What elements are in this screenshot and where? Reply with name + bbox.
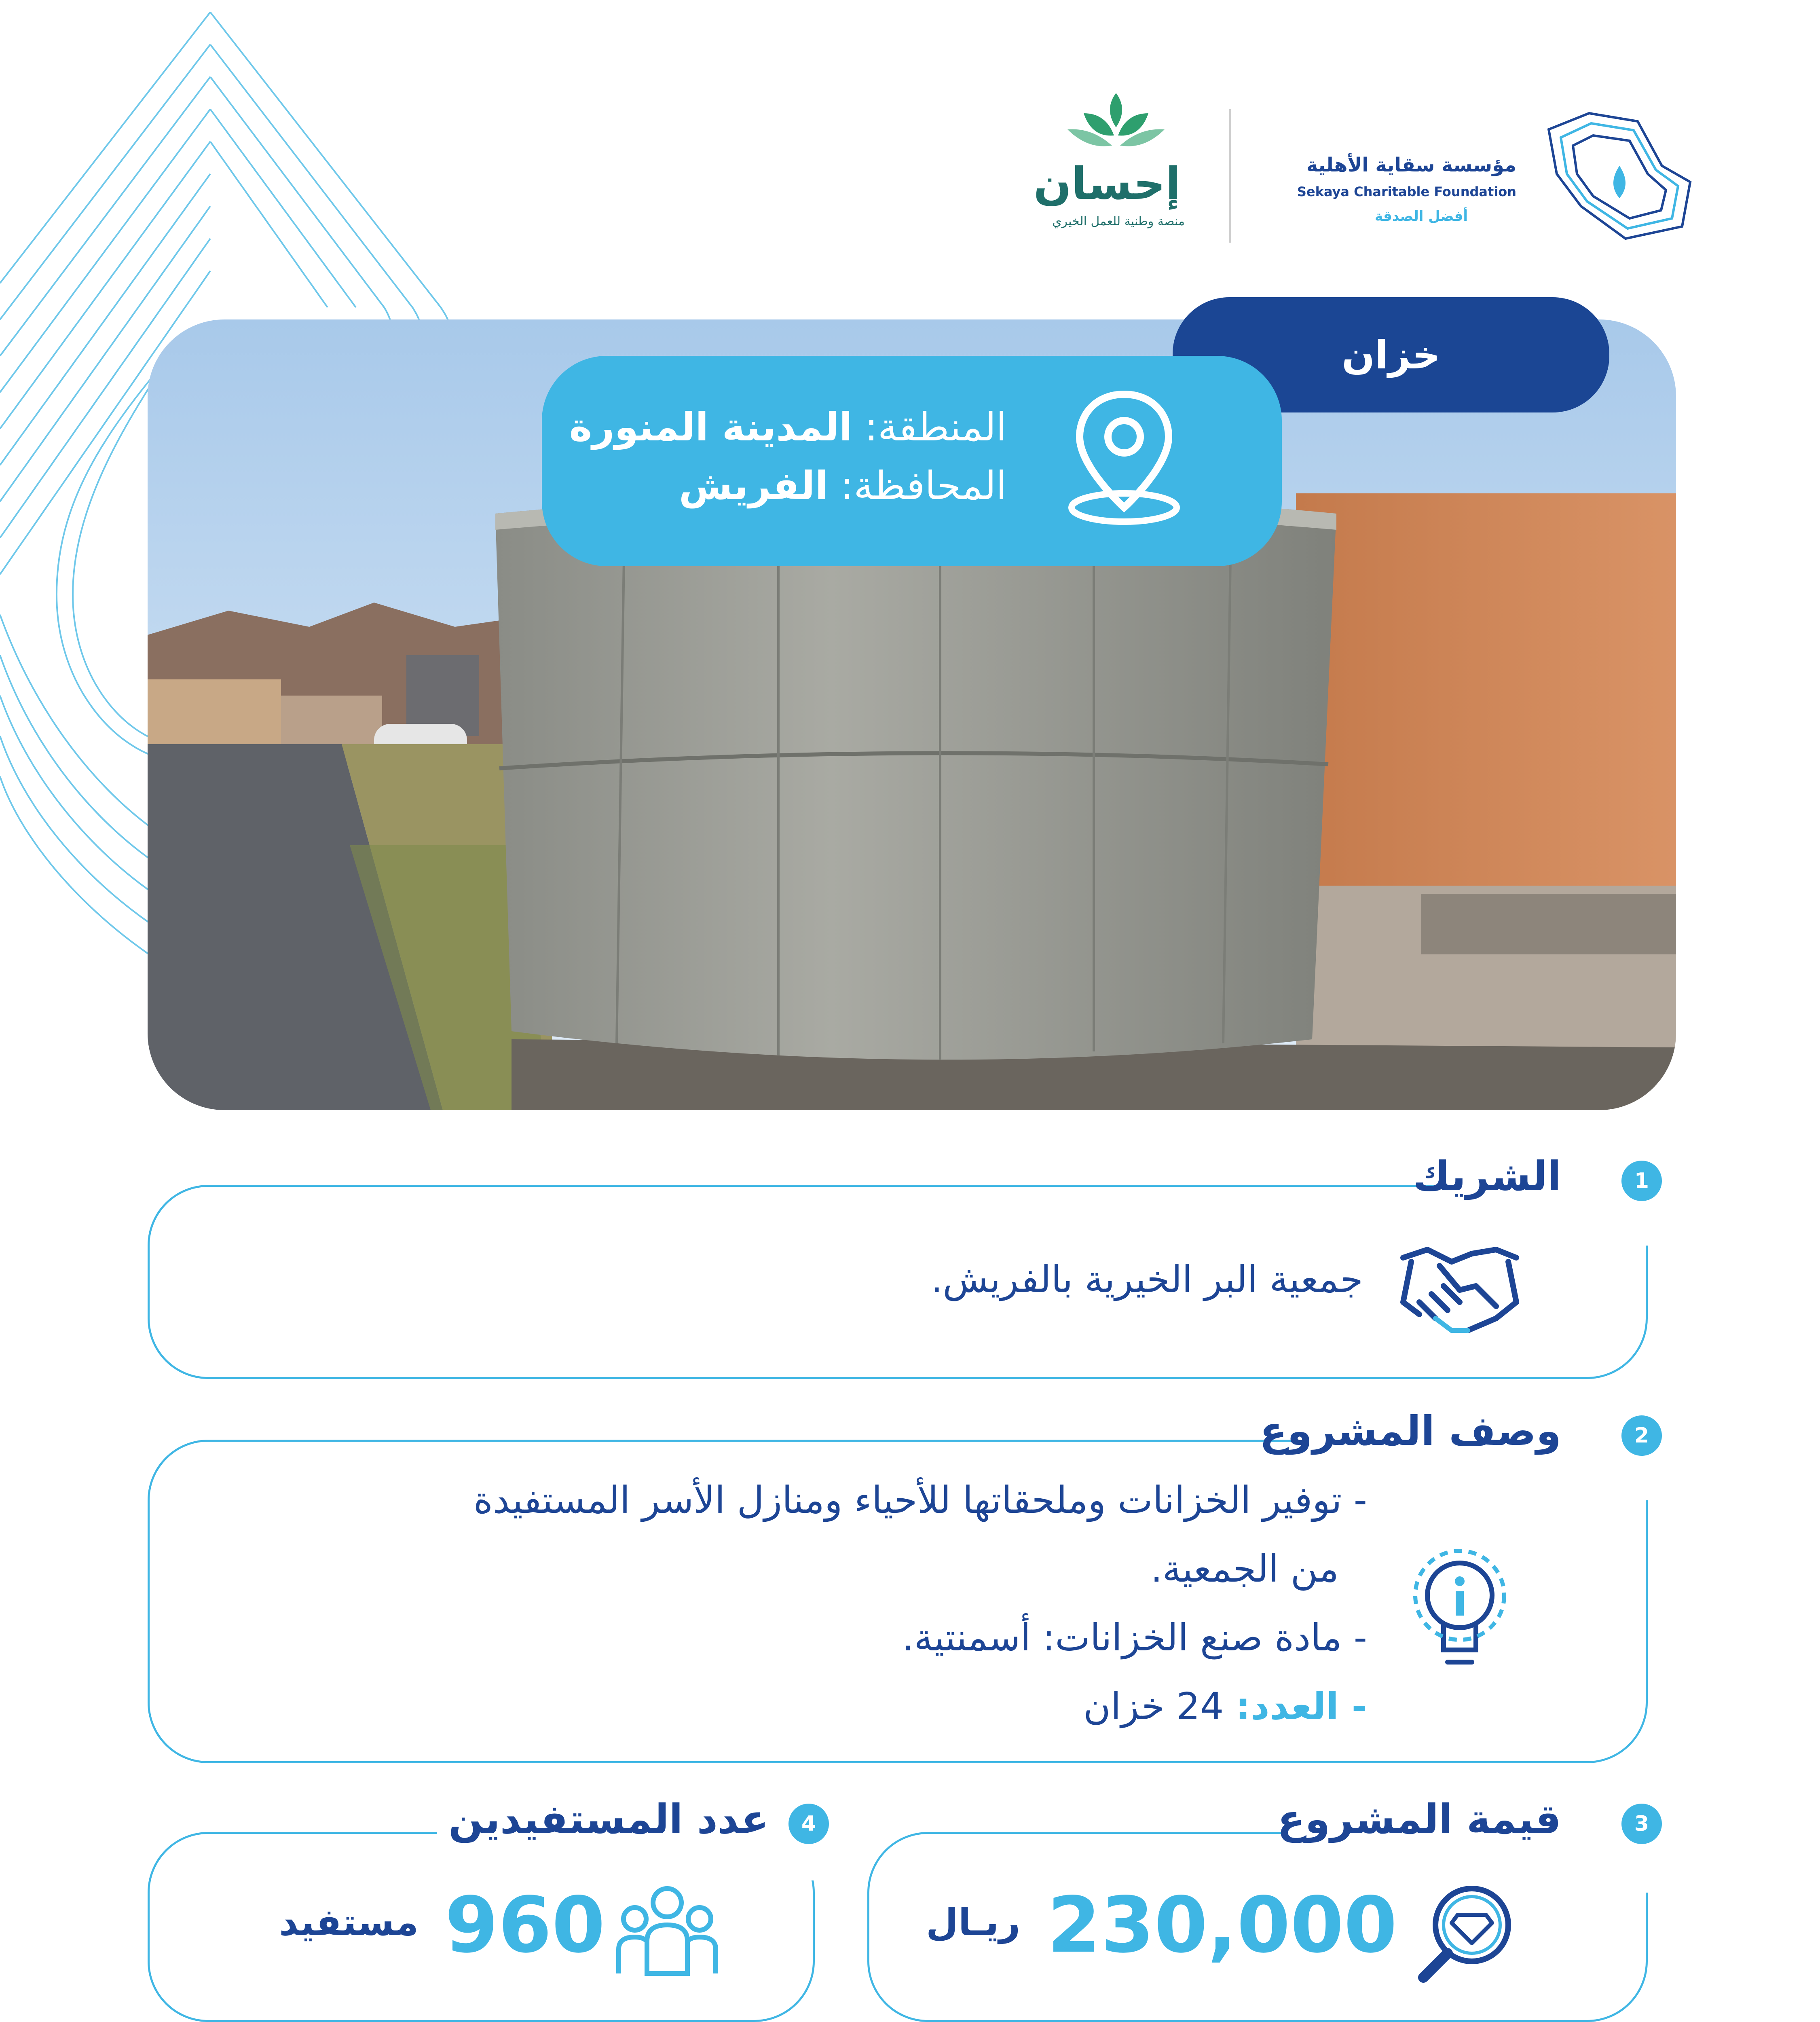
ihsan-logo: [1035, 85, 1197, 239]
beneficiaries-unit: مستفيد: [279, 1901, 419, 1944]
partner-number: 1: [1621, 1161, 1662, 1201]
value-number: 3: [1621, 1804, 1662, 1844]
region-value: المدينة المنورة: [569, 404, 852, 450]
diamond-magnifier-icon: [1411, 1880, 1516, 1986]
ihsan-leaves-icon: [1067, 89, 1165, 158]
region-line: [569, 404, 1007, 450]
beneficiaries-number: 4: [788, 1804, 829, 1844]
description-title: وصف المشروع: [1260, 1407, 1561, 1455]
beneficiaries-count: 960: [445, 1880, 605, 1970]
governorate-value: الفريش: [679, 463, 829, 508]
location-card: [542, 356, 1282, 566]
partner-title: الشريك: [1413, 1153, 1561, 1200]
sekaya-name-en: Sekaya Charitable Foundation: [1297, 184, 1516, 199]
value-currency: ريـال: [926, 1901, 1021, 1944]
partner-text: جمعية البر الخيرية بالفريش.: [931, 1258, 1363, 1301]
beneficiaries-title: عدد المستفيدين: [448, 1796, 769, 1843]
people-group-icon: [615, 1885, 720, 1978]
value-title: قيمة المشروع: [1277, 1796, 1561, 1843]
handshake-icon: [1395, 1233, 1524, 1339]
ihsan-name: إحسان: [1033, 158, 1181, 209]
description-number: 2: [1621, 1415, 1662, 1456]
region-label: المنطقة:: [865, 404, 1007, 450]
sekaya-slogan: أفضل الصدقة: [1374, 208, 1468, 224]
bullet-1-line-1: - توفير الخزانات وملحقاتها للأحياء ومنازل الأسر المستفيدة: [473, 1478, 1367, 1522]
bullet-3-value: 24 خزان: [1083, 1685, 1224, 1728]
description-list: [473, 1476, 1367, 1751]
lightbulb-info-icon: [1403, 1545, 1516, 1670]
bullet-1-line-2: من الجمعية.: [1150, 1547, 1339, 1591]
sekaya-name-ar: مؤسسة سقاية الأهلية: [1306, 154, 1516, 176]
governorate-line: [679, 463, 1007, 508]
location-pin-icon: [1063, 386, 1185, 532]
logo-divider: [1229, 109, 1231, 243]
bullet-3: [473, 1682, 1367, 1731]
project-type-label: خزان: [1342, 332, 1440, 378]
sekaya-map-drop-icon: [1533, 105, 1694, 243]
sekaya-logo: [1274, 101, 1694, 247]
value-amount: 230,000: [1047, 1880, 1397, 1970]
ihsan-tagline: منصة وطنية للعمل الخيري: [1052, 214, 1185, 228]
bullet-3-label: - العدد:: [1235, 1685, 1367, 1728]
governorate-label: المحافظة:: [840, 463, 1007, 508]
bullet-2: - مادة صنع الخزانات: أسمنتية.: [902, 1616, 1367, 1659]
